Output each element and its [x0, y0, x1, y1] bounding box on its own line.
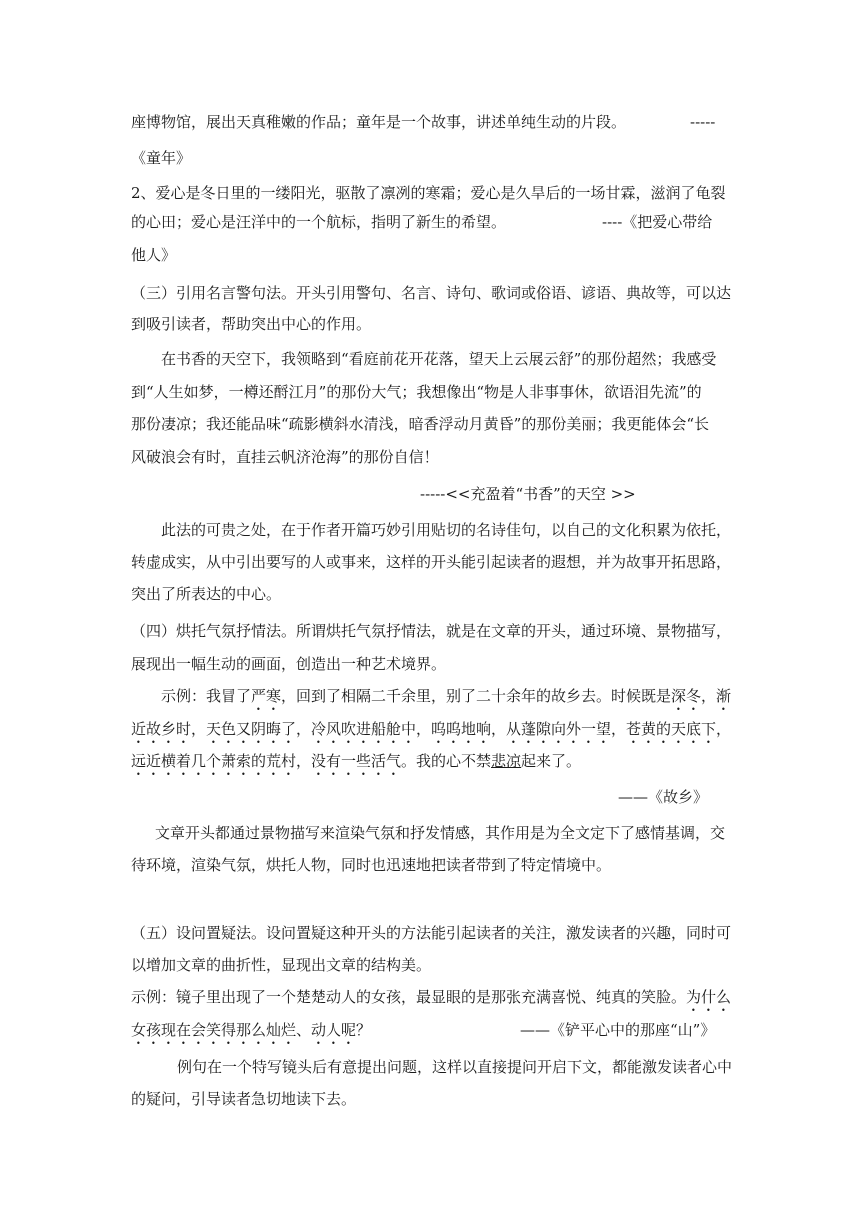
text-line: 的心田；爱心是汪洋中的一个航标，指明了新生的希望。 [131, 213, 507, 231]
example-line [161, 686, 731, 714]
source-citation: -----<<充盈着“书香”的天空 >> [420, 485, 636, 503]
text-line: 到吸引读者，帮助突出中心的作用。 [131, 315, 372, 333]
example-line-emphasis: 女孩现在会笑得那么灿烂、动人呢？ [131, 1021, 372, 1039]
text-line: 此法的可贵之处，在于作者开篇巧妙引用贴切的名诗佳句，以自己的文化积累为依托， [161, 521, 732, 539]
text-line: 到“人生如梦，一樽还酹江月”的那份大气；我想像出“物是人非事事休，欲语泪先流”的 [131, 383, 702, 401]
text-line: 转虚成实，从中引出要写的人或事来，这样的开头能引起读者的遐想，并为故事开拓思路， [131, 553, 732, 571]
example-line-emphasis: 近故乡时，天色又阴晦了，冷风吹进船舱中，呜呜地响，从蓬隙向外一望，苍黄的天底下， [131, 720, 732, 738]
example-line [131, 751, 581, 779]
example-line [131, 987, 731, 1015]
text-line: 他人》 [131, 246, 177, 264]
emphasis-span: 为什么 [686, 988, 732, 1006]
text-line: 风破浪会有时，直挂云帆济沧海”的那份自信！ [131, 448, 439, 466]
text-line: ----- [690, 113, 716, 131]
emphasis-span: 严寒 [251, 687, 282, 705]
source-citation: ——《故乡》 [618, 788, 709, 806]
text-line: 展现出一幅生动的画面，创造出一种艺术境界。 [131, 655, 447, 673]
text-line: 文章开头都通过景物描写来渲染气氛和抒发情感，其作用是为全文定下了感情基调，交 [155, 824, 726, 842]
text-line: ----《把爱心带给 [602, 213, 713, 231]
text-line: 突出了所表达的中心。 [131, 585, 282, 603]
section-heading: （四）烘托气氛抒情法。所谓烘托气氛抒情法，就是在文章的开头，通过环境、景物描写， [131, 622, 732, 640]
text-span: ，回到了相隔二千余里，别了二十余年的故乡去。时候既是 [281, 687, 672, 705]
underlined-span: 悲凉 [491, 752, 522, 770]
text-line: 的疑问，引导读者急切地读下去。 [131, 1090, 357, 1108]
emphasis-span: 远近横着几个萧索的荒村，没有一些活气。 [131, 752, 417, 770]
text-span: 示例：镜子里出现了一个楚楚动人的女孩，最显眼的是那张充满喜悦、纯真的笑脸。 [131, 988, 687, 1006]
text-span: 示例：我冒了 [161, 687, 252, 705]
emphasis-span: 深冬，渐 [671, 687, 732, 705]
text-line: 以增加文章的曲折性，显现出文章的结构美。 [131, 956, 432, 974]
text-line: 2、爱心是冬日里的一缕阳光，驱散了凛冽的寒霜；爱心是久旱后的一场甘霖，滋润了龟裂 [131, 184, 726, 202]
text-span: 我的心不禁 [416, 752, 492, 770]
text-line: 那份凄凉；我还能品味“疏影横斜水清浅，暗香浮动月黄昏”的那份美丽；我更能体会“长 [131, 415, 710, 433]
section-heading: （五）设问置疑法。设问置疑这种开头的方法能引起读者的关注，激发读者的兴趣，同时可 [131, 924, 732, 942]
text-line: 待环境，渲染气氛，烘托人物，同时也迅速地把读者带到了特定情境中。 [131, 856, 612, 874]
text-line: 例句在一个特写镜头后有意提出问题，这样以直接提问开启下文，都能激发读者心中 [177, 1058, 733, 1076]
text-line: 《童年》 [131, 149, 192, 167]
text-line: 在书香的天空下，我领略到“看庭前花开花落，望天上云展云舒”的那份超然；我感受 [161, 350, 717, 368]
text-span: 起来了。 [521, 752, 582, 770]
text-line: 座博物馆，展出天真稚嫩的作品；童年是一个故事，讲述单纯生动的片段。 [131, 113, 627, 131]
section-heading: （三）引用名言警句法。开头引用警句、名言、诗句、歌词或俗语、谚语、典故等，可以达 [131, 284, 732, 302]
source-citation: ——《铲平心中的那座“山”》 [520, 1021, 716, 1039]
